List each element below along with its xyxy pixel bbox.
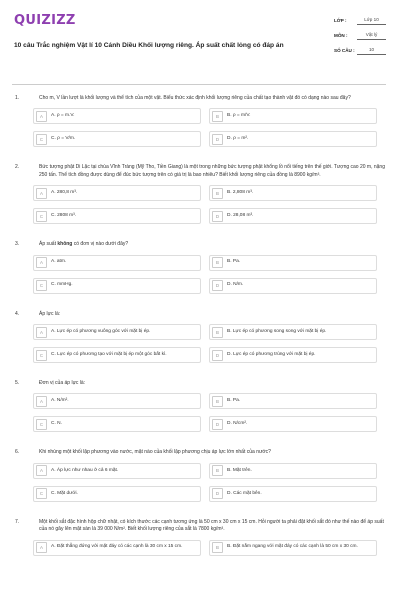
option-b[interactable] — [209, 393, 377, 409]
answer-options — [33, 255, 386, 301]
option-d[interactable] — [209, 208, 377, 224]
question-4 — [12, 311, 386, 370]
question-emphasis: không — [57, 241, 73, 248]
question-text: Khi nhúng một khối lập phương vào nước, mặt nào của khối lập phương chịu áp lực lớn nhất của nước? — [39, 449, 271, 456]
option-b[interactable] — [209, 108, 377, 124]
question-text: Áp lực là: — [39, 310, 61, 317]
option-letter: D — [212, 419, 223, 430]
option-a[interactable] — [33, 108, 201, 124]
answer-options — [33, 463, 386, 509]
option-text: A. Lực ép có phương vuông góc với mặt bị ép. — [51, 328, 151, 334]
option-letter: B — [212, 188, 223, 199]
option-letter: B — [212, 542, 223, 553]
option-letter: B — [212, 111, 223, 122]
option-letter: B — [212, 257, 223, 268]
meta-count-row — [334, 40, 386, 55]
question-text: Cho m, V lần lượt là khối lượng và thể tích của một vật. Biểu thức xác định khối lượng riêng của chất tạo thành vật đó có dạng nào sau đây? — [39, 95, 351, 101]
option-a[interactable] — [33, 463, 201, 479]
question-2 — [12, 164, 386, 231]
option-letter: A — [36, 327, 47, 338]
option-text: D. Các mặt bên. — [227, 490, 262, 496]
meta-class-value: Lớp 10 — [357, 17, 386, 25]
option-text: C. Mặt dưới. — [51, 490, 78, 496]
option-b[interactable] — [209, 185, 377, 201]
option-d[interactable] — [209, 278, 377, 294]
option-text: B. 2,808 m³. — [227, 189, 254, 195]
answer-options — [33, 540, 386, 563]
question-number: 5. — [15, 380, 20, 387]
answer-options — [33, 185, 386, 231]
option-b[interactable] — [209, 255, 377, 271]
option-text: D. 28,08 m³. — [227, 212, 254, 218]
option-text: B. Pa. — [227, 259, 241, 265]
option-text: B. ρ = m/V. — [227, 113, 251, 119]
option-letter: A — [36, 188, 47, 199]
option-a[interactable] — [33, 393, 201, 409]
answer-options — [33, 108, 386, 154]
option-a[interactable] — [33, 185, 201, 201]
option-c[interactable] — [33, 347, 201, 363]
meta-count-label: SỐ CÂU : — [334, 48, 355, 53]
option-text: A. Áp lực như nhau ở cả 6 mặt. — [51, 467, 119, 473]
option-letter: C — [36, 134, 47, 145]
option-text: A. 280,8 m³. — [51, 189, 78, 195]
option-letter: D — [212, 350, 223, 361]
question-text-end: có đơn vị nào dưới đây? — [72, 241, 129, 248]
answer-options — [33, 324, 386, 370]
option-c[interactable] — [33, 208, 201, 224]
answer-options — [33, 393, 386, 439]
option-letter: D — [212, 134, 223, 145]
option-letter: A — [36, 111, 47, 122]
option-letter: B — [212, 327, 223, 338]
option-text: A. atm. — [51, 259, 67, 265]
option-d[interactable] — [209, 131, 377, 147]
option-d[interactable] — [209, 347, 377, 363]
option-letter: D — [212, 211, 223, 222]
question-text — [39, 241, 386, 248]
option-d[interactable] — [209, 486, 377, 502]
question-1 — [12, 95, 386, 154]
option-letter: A — [36, 542, 47, 553]
option-letter: A — [36, 257, 47, 268]
header-divider — [12, 84, 386, 85]
option-text: B. Mặt trên. — [227, 467, 252, 473]
option-text: D. N/m. — [227, 282, 244, 288]
option-b[interactable] — [209, 463, 377, 479]
option-c[interactable] — [33, 278, 201, 294]
meta-class-row — [334, 10, 386, 25]
worksheet-meta — [334, 10, 386, 55]
question-number: 7. — [15, 518, 20, 525]
option-letter: C — [36, 211, 47, 222]
option-text: C. N. — [51, 421, 62, 427]
option-text: A. ρ = m.V. — [51, 113, 75, 119]
option-text: B. Pa. — [227, 398, 241, 404]
option-letter: A — [36, 396, 47, 407]
question-text-start: Áp suất — [39, 241, 58, 248]
option-letter: B — [212, 396, 223, 407]
option-d[interactable] — [209, 416, 377, 432]
question-7 — [12, 519, 386, 563]
question-text: Đơn vị của áp lực là: — [39, 380, 86, 387]
meta-subject-value: Vật lý — [357, 32, 386, 40]
option-a[interactable] — [33, 255, 201, 271]
question-number: 4. — [15, 310, 20, 317]
question-number: 6. — [15, 449, 20, 456]
option-a[interactable] — [33, 324, 201, 340]
option-letter: D — [212, 488, 223, 499]
option-letter: C — [36, 488, 47, 499]
worksheet-header — [12, 10, 386, 72]
meta-count-value: 10 — [357, 47, 386, 55]
question-3 — [12, 241, 386, 300]
option-text: D. ρ = m². — [227, 136, 249, 142]
option-c[interactable] — [33, 416, 201, 432]
option-text: A. Đặt thẳng đứng với mặt đáy có các cạnh là 30 cm x 15 cm. — [51, 544, 183, 550]
question-number: 3. — [15, 241, 20, 248]
option-b[interactable] — [209, 540, 377, 556]
question-number: 1. — [15, 95, 20, 101]
meta-class-label: LỚP : — [334, 18, 347, 23]
question-number: 2. — [15, 164, 20, 171]
option-text: C. ρ = V/m. — [51, 136, 76, 142]
option-b[interactable] — [209, 324, 377, 340]
question-5 — [12, 380, 386, 439]
option-text: D. N/cm². — [227, 421, 248, 427]
question-text: Bức tượng phật Di Lặc tại chùa Vĩnh Tràng (Mỹ Tho, Tiền Giang) là một trong những bức tượng phật khổng lồ nổi tiếng trên thế giới. Tượng cao 20 m, nặng 250 tấn. Thể tích đồng được dùng để đúc bức tượng trên có giá trị là bao nhiêu? Biết khối lượng riêng của đồng là 8900 kg/m³. — [39, 164, 385, 178]
option-letter: C — [36, 419, 47, 430]
option-a[interactable] — [33, 540, 201, 556]
question-text: Một khối sắt đặc hình hộp chữ nhật, có kích thước các cạnh tương ứng là 50 cm x 30 cm x 15 cm. Hỏi người ta phải đặt khối sắt đó như thế nào để áp suất của nó gây lên mặt sàn là 39 000 N/m². Biết khối lượng riêng của sắt là 7800 kg/m³. — [39, 518, 384, 533]
option-text: A. N/m². — [51, 398, 69, 404]
quizizz-logo: QUIZIZZ — [14, 13, 76, 28]
option-c[interactable] — [33, 131, 201, 147]
option-letter: B — [212, 465, 223, 476]
option-c[interactable] — [33, 486, 201, 502]
option-letter: C — [36, 350, 47, 361]
option-text: C. mmHg. — [51, 282, 73, 288]
worksheet-title: 10 câu Trắc nghiệm Vật lí 10 Cánh Diều Khối lượng riêng. Áp suất chất lỏng có đáp án — [14, 42, 284, 49]
option-letter: C — [36, 280, 47, 291]
option-text: C. Lực ép có phương tạo với mặt bị ép một góc bất kì. — [51, 351, 167, 357]
meta-subject-row — [334, 25, 386, 40]
option-text: B. Lực ép có phương song song với mặt bị ép. — [227, 328, 327, 334]
option-text: C. 2808 m³. — [51, 212, 77, 218]
option-letter: D — [212, 280, 223, 291]
option-text: D. Lực ép có phương trùng với mặt bị ép. — [227, 351, 316, 357]
option-letter: A — [36, 465, 47, 476]
meta-subject-label: MÔN : — [334, 33, 348, 38]
question-6 — [12, 449, 386, 508]
option-text: B. Đặt nằm ngang với mặt đáy có các cạnh là 50 cm x 30 cm. — [227, 544, 358, 550]
